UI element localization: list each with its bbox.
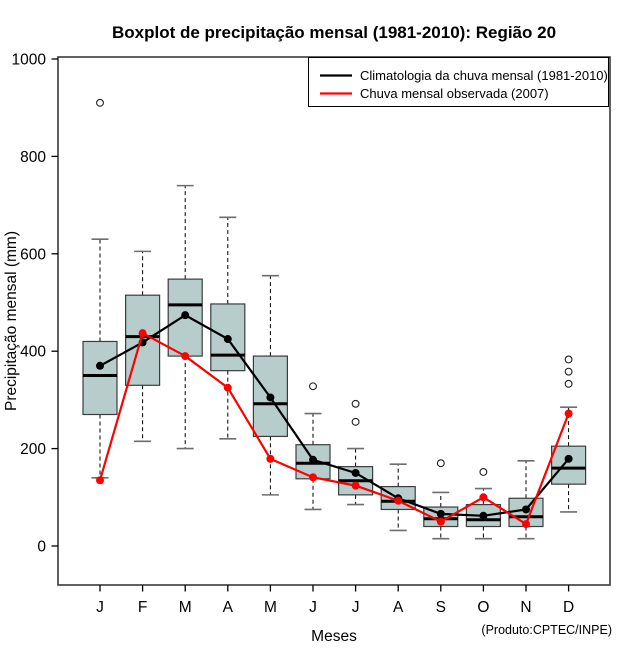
observed-point (565, 410, 573, 418)
observed-point (352, 482, 360, 490)
x-tick-label: J (351, 599, 360, 616)
outlier-point (97, 99, 104, 106)
y-tick-label: 800 (20, 148, 46, 166)
x-tick-label: J (96, 599, 104, 616)
observed-point (266, 455, 274, 463)
climatology-point (437, 510, 445, 518)
climatology-point (96, 362, 104, 370)
observed-point (479, 493, 487, 501)
outlier-point (565, 368, 572, 375)
outlier-point (310, 383, 317, 390)
outlier-point (480, 469, 487, 476)
y-tick-label: 200 (20, 441, 46, 459)
climatology-point (181, 311, 189, 319)
outlier-point (565, 356, 572, 363)
observed-point (224, 384, 232, 392)
boxplots (83, 99, 586, 538)
x-axis-label: Meses (311, 628, 357, 645)
observed-point (309, 473, 317, 481)
y-tick-label: 400 (20, 343, 46, 361)
outlier-point (437, 460, 444, 467)
observed-point (437, 518, 445, 526)
climatology-point (352, 469, 360, 477)
chart-title: Boxplot de precipitação mensal (1981-2010): Região 20 (111, 23, 557, 42)
x-tick-label: A (222, 599, 233, 616)
observed-point (181, 352, 189, 360)
axes (12, 52, 575, 617)
x-tick-label: S (435, 599, 446, 616)
climatology-point (309, 456, 317, 464)
x-tick-label: M (263, 599, 277, 616)
climatology-point (266, 393, 274, 401)
y-tick-label: 600 (20, 246, 46, 264)
x-tick-label: M (178, 599, 192, 616)
climatology-point (479, 512, 487, 520)
box (552, 446, 586, 484)
x-tick-label: O (477, 599, 490, 616)
observed-line (100, 333, 569, 524)
climatology-point (565, 455, 573, 463)
legend-label-climatology: Climatologia da chuva mensal (1981-2010) (360, 68, 608, 83)
climatology-point (522, 505, 530, 513)
x-tick-label: D (562, 599, 575, 616)
y-tick-label: 0 (37, 538, 46, 556)
outlier-point (565, 380, 572, 387)
product-credit: (Produto:CPTEC/INPE) (481, 623, 612, 637)
series-lines (96, 311, 573, 528)
x-tick-label: A (393, 599, 404, 616)
legend-label-observed: Chuva mensal observada (2007) (360, 86, 549, 101)
x-tick-label: F (137, 599, 148, 616)
legend (309, 58, 609, 107)
observed-point (139, 329, 147, 337)
observed-point (96, 476, 104, 484)
y-tick-label: 1000 (11, 51, 46, 69)
box (83, 341, 117, 414)
climatology-point (224, 335, 232, 343)
observed-point (522, 520, 530, 528)
x-tick-label: J (309, 599, 317, 616)
y-axis-label: Precipitação mensal (mm) (3, 230, 20, 412)
observed-point (394, 497, 402, 505)
outlier-point (352, 418, 359, 425)
outlier-point (352, 400, 359, 407)
x-tick-label: N (520, 599, 532, 616)
